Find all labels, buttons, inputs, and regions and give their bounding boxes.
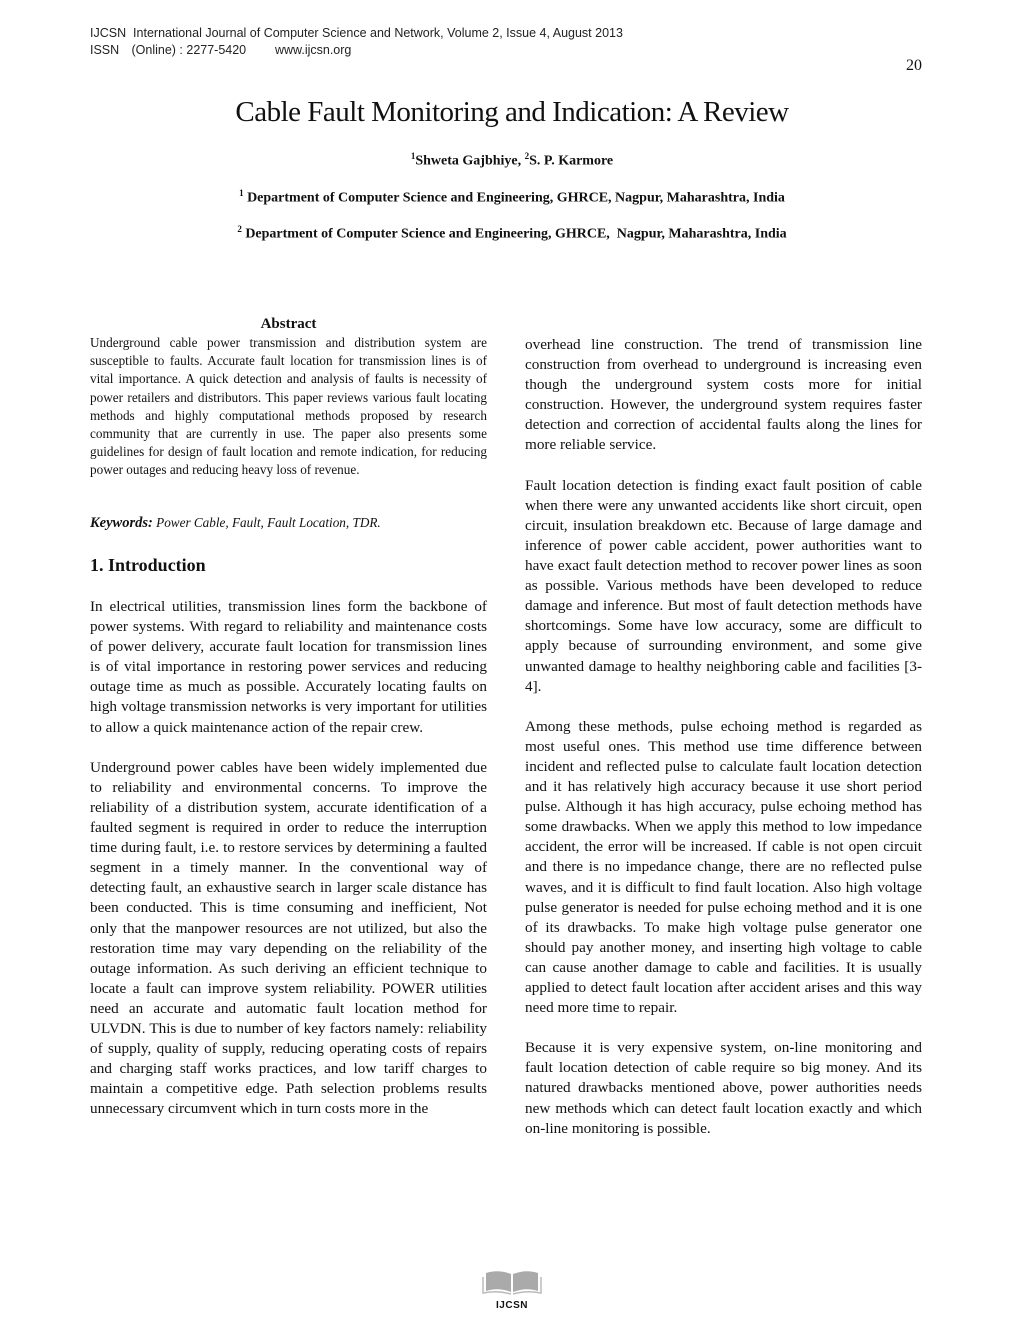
section-heading: 1. Introduction <box>90 555 206 575</box>
keywords-text: Power Cable, Fault, Fault Location, TDR. <box>156 515 381 530</box>
page-number: 20 <box>906 57 922 74</box>
issn-online: (Online) : 2277-5420 <box>131 43 247 57</box>
right-column-body <box>525 335 922 1159</box>
author-name: S. P. Karmore <box>529 153 614 169</box>
affiliation <box>0 224 1024 243</box>
running-header <box>90 25 623 59</box>
logo-text: IJCSN <box>496 1300 528 1311</box>
paragraph: Fault location detection is finding exact fault position of cable when there were any unwanted accidents like short circuit, open circuit, insulation breakdown etc. Because of large damage and inference of power cable accident, power authorities want to have exact fault detection method to recover power lines as soon as possible. Various methods have been developed to reduce damage and inference. But most of fault detection methods have shortcomings. Some have low accuracy, some are difficult to apply because of surrounding environment, and some give unwanted damage to healthy neighboring cable and facilities [3-4]. <box>525 476 922 695</box>
paragraph: In electrical utilities, transmission lines form the backbone of power systems. With regard to reliability and maintenance costs of power delivery, accurate fault location for transmission lines is of vital importance in restoring power services and reducing outage time as much as possible. Accurately locating faults on high voltage transmission networks is very important for utilities to allow a quick maintenance action of the repair crew. <box>90 598 487 736</box>
affiliation-sup: 1 <box>239 188 244 198</box>
abstract-heading: Abstract <box>260 316 317 332</box>
author-sup: 2 <box>524 151 530 161</box>
author-name: Shweta Gajbhiye, <box>415 153 522 169</box>
author-sup: 1 <box>410 151 416 161</box>
affiliation-text: Department of Computer Science and Engineering, GHRCE, Nagpur, Maharashtra, India <box>247 190 785 206</box>
abstract-text: Underground cable power transmission and distribution system are susceptible to faults. Accurate fault location for transmission lines is of vital importance. A quick detection and analysis of faults is necessity of power retailers and distributors. This paper reviews various fault locating methods and highly computational methods proposed by research community that are currently in use. The paper also presents some guidelines for design of fault location and remote indication, for reducing power outages and reducing heavy loss of revenue. <box>90 335 487 478</box>
paragraph: Because it is very expensive system, on-line monitoring and fault location detection of cable require so big money. And its natured drawbacks mentioned above, power authorities needs new methods which can detect fault location exactly and which on-line monitoring is possible. <box>525 1039 922 1137</box>
journal-line: IJCSN International Journal of Computer Science and Network, Volume 2, Issue 4, August 2013 <box>90 26 623 40</box>
affiliation-sup: 2 <box>237 224 242 234</box>
keywords-label: Keywords: <box>90 515 153 531</box>
journal-website[interactable]: www.ijcsn.org <box>274 43 352 57</box>
authors <box>0 151 1024 170</box>
footer-logo <box>472 1265 552 1311</box>
open-book-icon <box>482 1265 542 1295</box>
affiliation-text: Department of Computer Science and Engineering, GHRCE, Nagpur, Maharashtra, India <box>245 226 787 242</box>
paragraph: Among these methods, pulse echoing method is regarded as most useful ones. This method use time difference between incident and reflected pulse to calculate fault location detection and it has relatively high accuracy because it use short period pulse. Although it has high accuracy, pulse echoing method has some drawbacks. When we apply this method to low impedance accident, the error will be increased. If cable is not open circuit and there is no impedance change, there are no reflected pulse waves, and it is difficult to find fault location. Also high voltage pulse generator is needed for pulse echoing method and it is one of its drawbacks. To make high voltage pulse generator one should pay another money, and inserting high voltage to cable can cause another damage to cable and facilities. It is usually applied to detect fault location after accident arises and this way need more time to repair. <box>525 717 922 1017</box>
affiliation <box>0 188 1024 207</box>
paper-title: Cable Fault Monitoring and Indication: A Review <box>235 96 789 128</box>
left-column-body <box>90 597 487 1140</box>
paragraph: overhead line construction. The trend of transmission line construction from overhead to underground is increasing even though the underground system costs more for initial construction. However, the underground system requires faster detection and correction of accidental faults along the lines for more reliable service. <box>525 336 922 454</box>
paragraph: Underground power cables have been widely implemented due to reliability and environmental concerns. To improve the reliability of a distribution system, accurate identification of a faulted segment is required in order to reduce the interruption time during fault, i.e. to restore services by determining a faulted segment in a timely manner. In the conventional way of detecting fault, an exhaustive search in larger scale distance has been conducted. This is time consuming and inefficient, Not only that the manpower resources are not utilized, but also the restoration time may vary depending on the reliability of the outage information. As such deriving an efficient technique to locate a fault can improve system reliability. POWER utilities need an accurate and automatic fault location method for ULVDN. This is due to number of key factors namely: reliability of supply, quality of supply, reducing operating costs of repairs and charging staff works practices, and low tariff charges to maintain a competitive edge. Path selection problems results unnecessary circumvent which in turn costs more in the <box>90 758 487 1118</box>
issn-label: ISSN <box>90 43 120 57</box>
keywords <box>90 515 487 532</box>
